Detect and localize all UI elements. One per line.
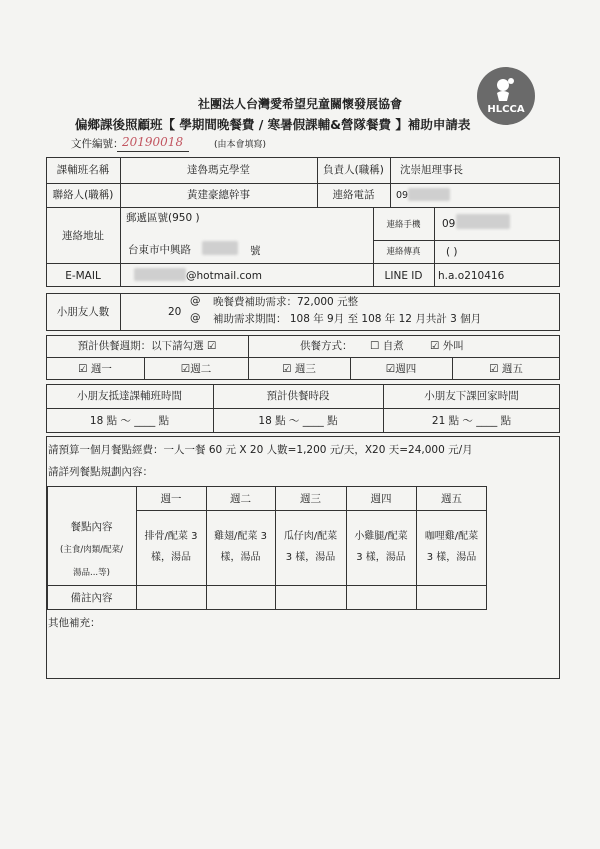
meal-time-value: 18 點 ～ ____ 點 — [258, 415, 338, 427]
document-number-label: 文件編號： — [71, 138, 124, 150]
zip-code: 郵遞區號(950 ) — [126, 212, 200, 224]
owner-value: 沈崇旭理事長 — [400, 164, 463, 176]
subsidy-period: 補助需求期間： 108 年 9月 至 108 年 12 月共計 3 個月 — [213, 313, 482, 325]
week-cycle-label: 預計供餐週期：以下請勾選 ☑ — [77, 340, 217, 352]
children-count-label: 小朋友人數 — [56, 306, 110, 318]
document-number-note: (由本會填寫) — [214, 140, 267, 150]
organization-logo — [477, 67, 535, 125]
meal-method-label: 供餐方式： — [300, 340, 353, 352]
address-label: 連絡地址 — [62, 230, 104, 242]
meal-monday-line2: 樣，湯品 — [151, 552, 191, 563]
meal-friday-line2: 3 樣，湯品 — [426, 552, 477, 563]
other-notes-label: 其他補充： — [48, 617, 101, 629]
phone-value: 09 — [396, 190, 409, 201]
method-self-cook: ☐ 自煮 — [370, 340, 404, 352]
day-wednesday: ☑ 週三 — [282, 363, 316, 375]
child-figure-icon — [477, 67, 535, 125]
meal-tuesday-line2: 樣，湯品 — [220, 552, 261, 563]
contact-person-value: 黃建豪總幹事 — [187, 189, 250, 201]
class-name-value: 達魯瑪克學堂 — [187, 164, 250, 176]
meal-friday-line1: 咖哩雞/配菜 — [424, 531, 479, 542]
owner-label: 負責人(職稱) — [323, 164, 384, 176]
mobile-value: 09 — [442, 218, 456, 230]
day-thursday: ☑週四 — [385, 363, 417, 375]
monthly-budget: 請預算一個月餐點經費：一人一餐 60 元 X 20 人數=1,200 元/天，X20 天=24,000 元/月 — [48, 444, 473, 456]
meal-content-note-2: 湯品...等) — [73, 568, 110, 578]
phone-label: 連絡電話 — [332, 189, 375, 201]
contact-person-label: 聯絡人(職稱) — [52, 189, 114, 201]
day-tuesday: ☑週二 — [180, 363, 212, 375]
subsidy-amount: 晚餐費補助需求：72,000 元整 — [213, 296, 359, 308]
table-header-tuesday: 週二 — [230, 493, 251, 505]
meal-content-note-1: (主食/肉類/配菜/ — [60, 545, 123, 555]
meal-content-label: 餐點內容 — [70, 521, 113, 533]
address-value-end: 號 — [250, 245, 261, 257]
line-id-value: h.a.o210416 — [438, 270, 505, 282]
document-number-value: 20190018 — [122, 135, 184, 149]
meal-wednesday-line1: 瓜仔肉/配菜 — [283, 531, 338, 542]
at-mark-1: @ — [190, 295, 201, 307]
table-header-thursday: 週四 — [370, 493, 392, 505]
table-header-wednesday: 週三 — [300, 493, 321, 505]
class-name-label: 課輔班名稱 — [56, 164, 110, 176]
meal-plan-label: 請詳列餐點規劃內容： — [48, 466, 153, 478]
meal-wednesday-line2: 3 樣，湯品 — [285, 552, 336, 563]
fax-value: ( ) — [446, 246, 458, 258]
arrive-time-label: 小朋友抵達課輔班時間 — [77, 390, 182, 402]
line-id-label: LINE ID — [384, 270, 423, 282]
email-value: @hotmail.com — [186, 270, 262, 282]
mobile-label: 連絡手機 — [386, 220, 421, 230]
remark-label: 備註內容 — [70, 592, 113, 604]
leave-time-value: 21 點 ～ ____ 點 — [431, 415, 512, 427]
day-friday: ☑ 週五 — [489, 363, 523, 375]
meal-thursday-line2: 3 樣，湯品 — [356, 552, 406, 563]
address-value-start: 台東市中興路 — [128, 244, 191, 256]
table-header-monday: 週一 — [160, 493, 182, 505]
children-count-value: 20 — [168, 306, 182, 318]
meal-tuesday-line1: 雞翅/配菜 3 — [214, 531, 267, 542]
arrive-time-value: 18 點 ～ ____ 點 — [89, 415, 170, 427]
meal-thursday-line1: 小雞腿/配菜 — [354, 531, 408, 542]
email-label: E-MAIL — [65, 270, 101, 282]
table-header-friday: 週五 — [441, 493, 462, 505]
meal-time-label: 預計供餐時段 — [266, 390, 330, 402]
leave-time-label: 小朋友下課回家時間 — [424, 390, 519, 402]
form-title: 偏鄉課後照顧班【 學期間晚餐費 / 寒暑假課輔&營隊餐費 】補助申請表 — [75, 117, 471, 132]
meal-monday-line1: 排骨/配菜 3 — [144, 531, 198, 542]
logo-text: HLCCA — [487, 104, 525, 115]
organization-name: 社團法人台灣愛希望兒童關懷發展協會 — [197, 97, 402, 111]
at-mark-2: @ — [190, 312, 201, 324]
day-monday: ☑ 週一 — [78, 363, 112, 375]
fax-label: 連絡傳真 — [386, 247, 421, 257]
method-order-out: ☑ 外叫 — [430, 340, 464, 352]
